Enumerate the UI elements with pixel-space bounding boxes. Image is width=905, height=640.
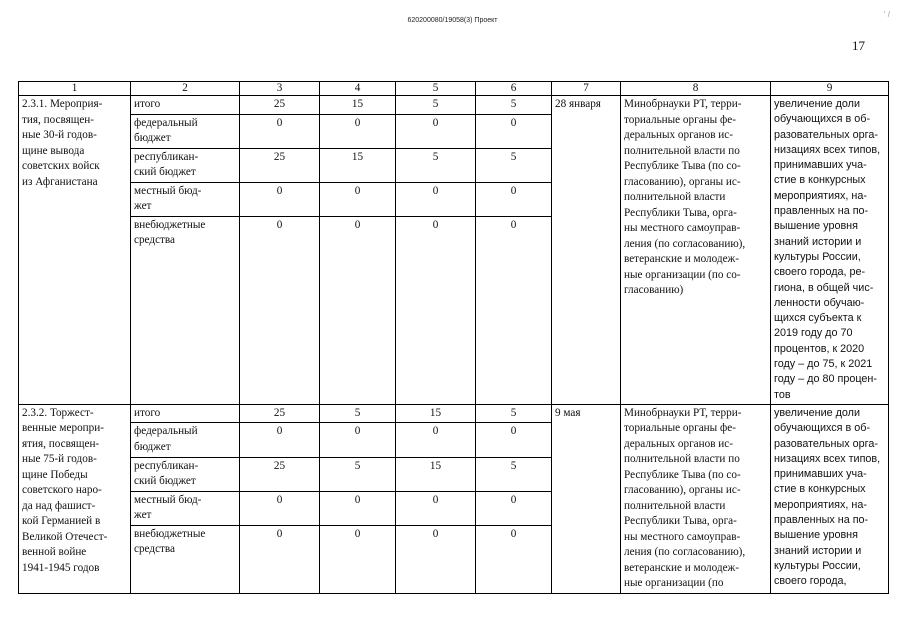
text-line: тия, посвящен- (22, 113, 95, 126)
document-id: 620200080/19058(3) Проект (407, 17, 498, 24)
amount-cell-v6: 0 (476, 216, 552, 404)
budget-source-cell (131, 404, 240, 423)
text-line: средства (134, 234, 176, 247)
table-row (19, 404, 889, 423)
text-line: местный бюд- (134, 184, 202, 197)
event-date: 28 января (555, 98, 601, 110)
text-line: мероприятиях, на- (774, 498, 867, 511)
amount-cell-v5: 15 (396, 457, 476, 491)
budget-source-cell (131, 96, 240, 115)
text-line: итого (134, 98, 161, 110)
text-line: вышение уровня (774, 529, 858, 542)
amount-cell-v6: 0 (476, 423, 552, 457)
text-line: ский бюджет (134, 166, 196, 179)
text-line: Великой Отечест- (22, 530, 108, 543)
amount-cell-v6: 5 (476, 457, 552, 491)
text-line: ные организации (по со- (624, 268, 741, 281)
col-header-6: 6 (476, 82, 552, 96)
text-line: ятия, посвящен- (22, 437, 100, 450)
col-header-9: 9 (771, 82, 889, 96)
text-line: ветеранские и молодеж- (624, 253, 740, 265)
event-name-cell (19, 404, 131, 593)
text-line: ленности обучаю- (774, 296, 865, 309)
amount-cell-v5: 0 (396, 525, 476, 593)
budget-source-cell (131, 525, 240, 593)
date-cell (552, 96, 621, 405)
text-line: ные 30-й годов- (22, 129, 97, 141)
date-cell (552, 404, 621, 593)
amount-cell-v4: 5 (320, 457, 396, 491)
text-line: правленных на по- (774, 205, 869, 218)
text-line: принимавших уча- (774, 159, 867, 172)
text-line: кой Германией в (22, 515, 101, 528)
text-line: федеральный (134, 425, 198, 438)
amount-cell-v6: 0 (476, 491, 552, 525)
amount-cell-v3: 0 (240, 423, 320, 457)
indicator-cell (771, 404, 889, 593)
text-line: обучающихся в об- (774, 422, 871, 435)
text-line: вышение уровня (774, 220, 858, 233)
text-line: культуры России, (774, 559, 861, 572)
amount-cell-v4: 0 (320, 423, 396, 457)
text-line: внебюджетные (134, 527, 206, 540)
text-line: щихся субъекта к (774, 312, 862, 325)
amount-cell-v6: 5 (476, 148, 552, 182)
text-line: Минобрнауки РТ, терри- (624, 98, 742, 110)
amount-cell-v3: 0 (240, 182, 320, 216)
text-line: жет (134, 200, 152, 213)
amount-cell-v5: 15 (396, 404, 476, 423)
text-line: процентов, к 2020 (774, 342, 865, 355)
text-line: гласованию), органы ис- (624, 175, 741, 188)
text-line: ные организации (по (624, 577, 724, 590)
text-line: стие в конкурсных (774, 483, 866, 496)
text-line: полнительной власти по (624, 453, 740, 466)
text-line: ны местного самоуправ- (624, 530, 741, 543)
text-line: низациях всех типов, (774, 452, 881, 465)
text-line: ные 75-й годов- (22, 453, 97, 466)
amount-cell-v4: 15 (320, 148, 396, 182)
amount-cell-v3: 0 (240, 114, 320, 148)
text-line: своего города, (774, 575, 847, 588)
event-date: 9 мая (555, 406, 581, 419)
table-body (19, 96, 889, 594)
text-line: ториальные органы фе- (624, 113, 736, 126)
amount-cell-v3: 0 (240, 491, 320, 525)
amount-cell-v4: 5 (320, 404, 396, 423)
text-line: разовательных орга- (774, 437, 878, 450)
budget-source-cell (131, 457, 240, 491)
text-line: венные меропри- (22, 422, 104, 435)
text-line: Республике Тыва (по со- (624, 160, 741, 172)
text-line: гиона, в общей чис- (774, 281, 874, 294)
text-line: республикан- (134, 150, 199, 163)
text-line: советского наро- (22, 484, 102, 497)
col-header-4: 4 (320, 82, 396, 96)
text-line: из Афганистана (22, 175, 98, 188)
amount-cell-v4: 0 (320, 216, 396, 404)
program-table (18, 81, 889, 594)
text-line: итого (134, 406, 161, 419)
col-header-3: 3 (240, 82, 320, 96)
text-line: Республике Тыва (по со- (624, 468, 741, 481)
text-line: да над фашист- (22, 499, 96, 512)
text-line: федеральный (134, 116, 198, 129)
amount-cell-v3: 25 (240, 96, 320, 115)
amount-cell-v4: 0 (320, 525, 396, 593)
text-line: полнительной власти по (624, 144, 740, 157)
amount-cell-v3: 25 (240, 404, 320, 423)
header-row (19, 82, 889, 96)
amount-cell-v5: 0 (396, 216, 476, 404)
text-line: местный бюд- (134, 493, 202, 506)
text-line: деральных органов ис- (624, 129, 733, 141)
text-line: мероприятиях, на- (774, 189, 867, 202)
text-line: ториальные органы фе- (624, 422, 736, 435)
col-header-2: 2 (131, 82, 240, 96)
amount-cell-v4: 0 (320, 491, 396, 525)
text-line: внебюджетные (134, 218, 206, 231)
amount-cell-v4: 15 (320, 96, 396, 115)
amount-cell-v6: 5 (476, 404, 552, 423)
executors-cell (621, 404, 771, 593)
indicator-cell (771, 96, 889, 405)
text-line: 2019 году до 70 (774, 327, 853, 340)
amount-cell-v5: 0 (396, 114, 476, 148)
col-header-1: 1 (19, 82, 131, 96)
budget-source-cell (131, 423, 240, 457)
amount-cell-v5: 0 (396, 423, 476, 457)
text-line: разовательных орга- (774, 128, 878, 141)
amount-cell-v5: 5 (396, 96, 476, 115)
text-line: ский бюджет (134, 475, 196, 488)
text-line: советских войск (22, 160, 100, 172)
budget-source-cell (131, 491, 240, 525)
text-line: культуры России, (774, 250, 861, 263)
text-line: увеличение доли (774, 406, 861, 419)
text-line: знаний истории и (774, 235, 862, 248)
text-line: тов (774, 388, 791, 401)
amount-cell-v4: 0 (320, 182, 396, 216)
col-header-8: 8 (621, 82, 771, 96)
text-line: Республики Тыва, орга- (624, 206, 737, 219)
col-header-5: 5 (396, 82, 476, 96)
text-line: ны местного самоуправ- (624, 222, 741, 234)
text-line: принимавших уча- (774, 468, 867, 481)
text-line: обучающихся в об- (774, 113, 871, 126)
text-line: своего города, ре- (774, 266, 866, 279)
amount-cell-v5: 0 (396, 491, 476, 525)
text-line: стие в конкурсных (774, 174, 866, 187)
text-line: 2.3.2. Торжест- (22, 406, 94, 419)
text-line: бюджет (134, 132, 171, 145)
text-line: республикан- (134, 459, 199, 472)
amount-cell-v3: 25 (240, 148, 320, 182)
amount-cell-v6: 5 (476, 96, 552, 115)
text-line: полнительной власти (624, 191, 726, 203)
budget-source-cell (131, 148, 240, 182)
text-line: 2.3.1. Мероприя- (22, 98, 103, 110)
text-line: жет (134, 509, 152, 522)
amount-cell-v6: 0 (476, 114, 552, 148)
text-line: венной войне (22, 546, 87, 559)
text-line: увеличение доли (774, 98, 861, 110)
text-line: бюджет (134, 440, 171, 453)
budget-source-cell (131, 114, 240, 148)
text-line: ветеранские и молодеж- (624, 561, 740, 574)
event-name-cell (19, 96, 131, 405)
amount-cell-v3: 25 (240, 457, 320, 491)
amount-cell-v6: 0 (476, 182, 552, 216)
amount-cell-v5: 5 (396, 148, 476, 182)
text-line: правленных на по- (774, 514, 869, 527)
amount-cell-v5: 0 (396, 182, 476, 216)
executors-cell (621, 96, 771, 405)
text-line: ления (по согласованию), (624, 237, 746, 250)
text-line: деральных органов ис- (624, 437, 733, 450)
text-line: щине вывода (22, 144, 85, 157)
text-line: щине Победы (22, 468, 88, 481)
table-row (19, 96, 889, 115)
text-line: году – до 80 процен- (774, 373, 877, 386)
text-line: Минобрнауки РТ, терри- (624, 406, 742, 419)
text-line: низациях всех типов, (774, 143, 881, 156)
col-header-7: 7 (552, 82, 621, 96)
budget-source-cell (131, 182, 240, 216)
text-line: году – до 75, к 2021 (774, 358, 873, 371)
amount-cell-v6: 0 (476, 525, 552, 593)
text-line: гласованию), органы ис- (624, 484, 741, 497)
text-line: 1941-1945 годов (22, 561, 100, 574)
text-line: полнительной власти (624, 499, 726, 512)
text-line: знаний истории и (774, 544, 862, 557)
page-number: 17 (852, 38, 865, 53)
text-line: Республики Тыва, орга- (624, 515, 737, 528)
amount-cell-v3: 0 (240, 525, 320, 593)
text-line: средства (134, 543, 176, 556)
amount-cell-v3: 0 (240, 216, 320, 404)
budget-source-cell (131, 216, 240, 404)
corner-mark: ' / (884, 10, 890, 19)
text-line: ления (по согласованию), (624, 546, 746, 559)
amount-cell-v4: 0 (320, 114, 396, 148)
text-line: гласованию) (624, 284, 684, 296)
